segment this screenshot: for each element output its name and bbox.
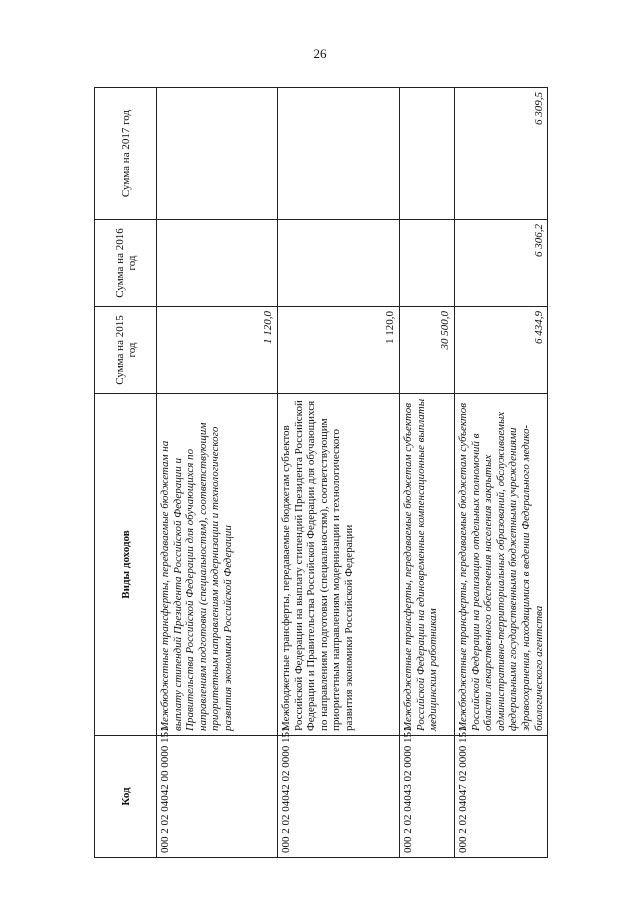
- row-sum-2016: [278, 220, 400, 307]
- row-sum-2017: 6 309,5: [455, 88, 548, 220]
- row-sum-2017: [400, 88, 455, 220]
- row-sum-2016: [157, 220, 278, 307]
- row-description: Межбюджетные трансферты, передаваемые бюджетам субъектов Российской Федерации на выплату стипендий Президента Российской Федерации и Правительства Российской Федерации для обучающихся по направлениям подготовки (специальностям), соответствующим приоритетным направлениям модернизации и технологического развития экономики Российской Федерации: [278, 394, 400, 736]
- row-description: Межбюджетные трансферты, передаваемые бюджетам субъектов Российской Федерации на реализацию отдельных полномочий в области лекарственного обеспечения населения закрытых административно-территориальных образований, обслуживаемых федеральными государственными бюджетными учреждениями здравоохранения, находящимися в ведении Федерального медико-биологического агентства: [455, 394, 548, 736]
- income-table: [94, 87, 548, 858]
- row-sum-2015: 1 120,0: [278, 307, 400, 394]
- row-sum-2015: 6 434,9: [455, 307, 548, 394]
- row-sum-2015: 30 500,0: [400, 307, 455, 394]
- header-income-types: Виды доходов: [95, 394, 157, 736]
- row-code: 000 2 02 04042 00 0000 151: [157, 736, 278, 858]
- row-sum-2017: [278, 88, 400, 220]
- row-sum-2016: 6 306,2: [455, 220, 548, 307]
- row-sum-2016: [400, 220, 455, 307]
- header-code: Код: [95, 736, 157, 858]
- row-sum-2017: [157, 88, 278, 220]
- row-code: 000 2 02 04042 02 0000 151: [278, 736, 400, 858]
- row-code: 000 2 02 04047 02 0000 151: [455, 736, 548, 858]
- table-header-row: [95, 88, 157, 858]
- row-code: 000 2 02 04043 02 0000 151: [400, 736, 455, 858]
- header-sum-2015: Сумма на 2015 год: [95, 307, 157, 394]
- table-row: [455, 88, 548, 858]
- rotated-table-container: [94, 88, 545, 858]
- table-row: [157, 88, 278, 858]
- header-sum-2017: Сумма на 2017 год: [95, 88, 157, 220]
- row-description: Межбюджетные трансферты, передаваемые бюджетам на выплату стипендий Президента Российской Федерации и Правительства Российской Федерации для обучающихся по направлениям подготовки (специальностям), соответствующим приоритетным направлениям модернизации и технологического развития экономики Российской Федерации: [157, 394, 278, 736]
- header-sum-2016: Сумма на 2016 год: [95, 220, 157, 307]
- row-sum-2015: 1 120,0: [157, 307, 278, 394]
- row-description: Межбюджетные трансферты, передаваемые бюджетам субъектов Российской Федерации на единовременные компенсационные выплаты медицинским работникам: [400, 394, 455, 736]
- page-number: 26: [313, 46, 327, 61]
- table-row: [400, 88, 455, 858]
- table-row: [278, 88, 400, 858]
